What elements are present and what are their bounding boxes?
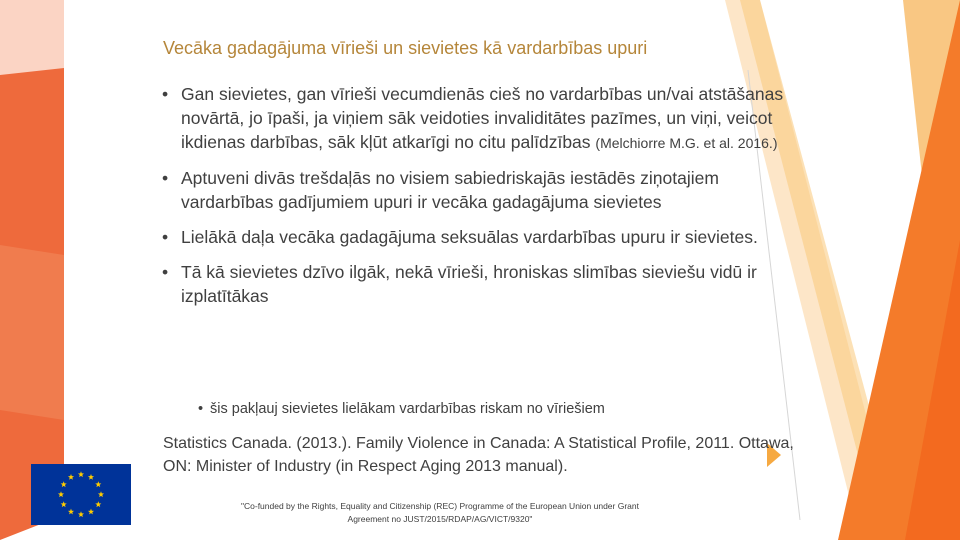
eu-star-icon (95, 501, 101, 507)
eu-star-icon (61, 501, 67, 507)
eu-star-icon (98, 491, 104, 497)
funding-line-2: Agreement no JUST/2015/RDAP/AG/VICT/9320" (347, 514, 533, 524)
bullet-item (162, 166, 802, 214)
eu-star-icon (95, 481, 101, 487)
bullet-list (162, 82, 802, 319)
bullet-text: Gan sievietes, gan vīrieši vecumdienās cieš no vardarbības un/vai atstāšanas novārtā, jo īpaši, ja viņiem sāk veidoties invaliditātes pazīmes, un viņi, veicot ikdienas darbības, sāk kļūt atkarīgi no citu palīdzības (181, 84, 784, 152)
eu-star-icon (78, 471, 84, 477)
eu-star-icon (61, 481, 67, 487)
bullet-text: Tā kā sievietes dzīvo ilgāk, nekā vīrieši, hroniskas slimības sieviešu vidū ir izplatītākas (181, 262, 757, 306)
left-band-mid (0, 245, 64, 420)
eu-star-icon (68, 509, 74, 515)
bullet-text: Lielākā daļa vecāka gadagājuma seksuālas vardarbības upuru ir sievietes. (181, 227, 758, 247)
funding-line-1: "Co-funded by the Rights, Equality and Citizenship (REC) Programme of the European Union under Grant (240, 501, 639, 511)
funding-note (190, 500, 690, 526)
bullet-text: Aptuveni divās trešdaļās no visiem sabiedriskajās iestādēs ziņotajiem vardarbības gadījumiem upuri ir vecāka gadagājuma sievietes (181, 168, 719, 212)
reference-text: Statistics Canada. (2013.). Family Violence in Canada: A Statistical Profile, 2011. Ottawa, ON: Minister of Industry (in Respect Aging 2013 manual). (163, 435, 794, 475)
bullet-item (162, 82, 802, 155)
bullet-item (162, 260, 802, 308)
eu-star-icon (88, 509, 94, 515)
eu-star-icon (78, 511, 84, 517)
slide-title: Vecāka gadagājuma vīrieši un sievietes kā vardarbības upuri (163, 38, 648, 58)
eu-star-icon (88, 474, 94, 480)
eu-star-icon (68, 474, 74, 480)
sub-bullet: • šis pakļauj sievietes lielākam vardarbības riskam no vīriešiem (198, 401, 605, 417)
bullet-item (162, 225, 802, 249)
bullet-citation: (Melchiorre M.G. et al. 2016.) (595, 135, 778, 151)
eu-flag-icon (31, 464, 131, 525)
eu-stars (31, 464, 131, 525)
eu-star-icon (58, 491, 64, 497)
